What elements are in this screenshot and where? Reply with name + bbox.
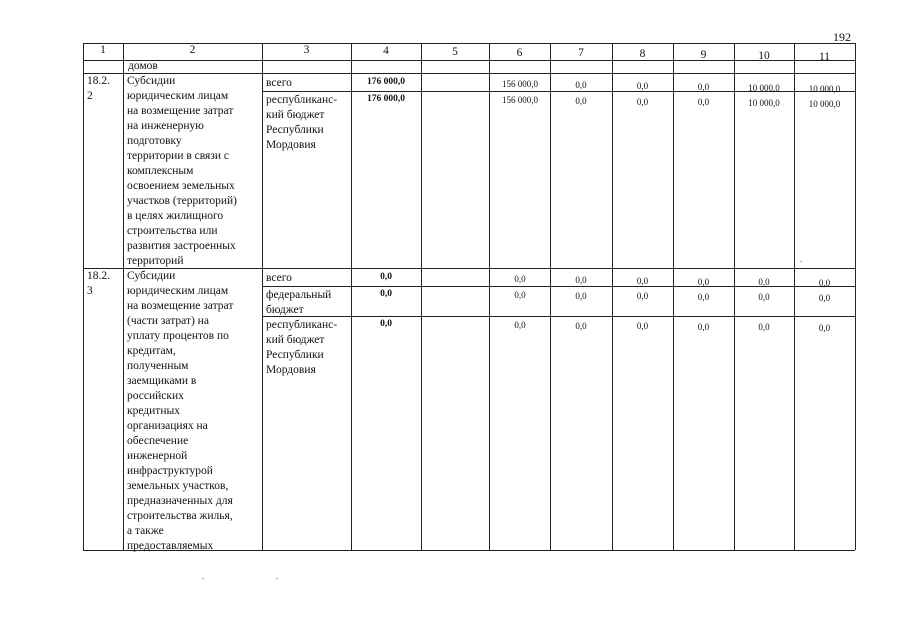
table-col-line [83, 43, 84, 550]
table-col-line [734, 43, 735, 550]
cell-value: 0,0 [818, 293, 831, 303]
cell-value: 10 000,0 [748, 83, 780, 93]
column-number: 3 [303, 44, 310, 56]
cell-value: 0,0 [697, 97, 710, 107]
column-number: 4 [383, 45, 389, 57]
column-number: 5 [452, 46, 458, 58]
cell-value: 10 000,0 [748, 98, 780, 108]
row-code: 18.2. 2 [87, 75, 110, 102]
scan-speck [202, 578, 204, 579]
scan-speck [800, 261, 802, 262]
column-number: 10 [758, 50, 770, 62]
cell-value: 10 000,0 [808, 84, 841, 94]
cell-value: 0,0 [380, 319, 392, 329]
cell-value: 0,0 [514, 320, 526, 330]
table-col-line [612, 43, 613, 550]
cell-value: 0,0 [758, 277, 770, 287]
column-number: 9 [700, 49, 707, 61]
funding-source: всего [266, 272, 292, 284]
cell-value: 0,0 [575, 275, 587, 285]
cell-value: 0,0 [697, 292, 710, 302]
column-number: 11 [818, 51, 831, 63]
cell-value: 0,0 [697, 277, 710, 287]
page-number: 192 [833, 30, 851, 44]
cell-value: 0,0 [380, 289, 392, 299]
continuation-text: домов [128, 60, 158, 72]
column-number: 1 [100, 44, 106, 56]
column-number: 8 [639, 48, 646, 60]
cell-value: 0,0 [636, 81, 649, 91]
column-number: 7 [578, 47, 584, 59]
table-col-line [489, 43, 490, 550]
cell-value: 176 000,0 [367, 94, 405, 104]
column-number: 6 [516, 47, 523, 59]
column-number: 2 [189, 44, 196, 56]
cell-value: 0,0 [758, 292, 770, 302]
table-rule-top [83, 43, 855, 44]
cell-value: 0,0 [575, 80, 587, 90]
cell-value: 0,0 [818, 278, 831, 288]
table-col-line [673, 43, 674, 550]
table-col-line [351, 43, 352, 550]
table-col-line [794, 43, 795, 550]
table-col-line [262, 43, 263, 550]
row-description: Субсидии юридическим лицам на возмещение затрат (части затрат) на уплату процентов по кредитам, полученным заемщиками в российских кредитных организациях на обеспечение инженерной инфраструктурой земельных участков, предназначенных для строительства жилья, а также предоставляемых [127, 270, 234, 552]
cell-value: 0,0 [575, 321, 587, 331]
funding-source: федеральный бюджет [266, 289, 332, 316]
cell-value: 156 000,0 [502, 95, 538, 105]
cell-value: 176 000,0 [367, 77, 405, 87]
row-description: Субсидии юридическим лицам на возмещение затрат на инженерную подготовку территории в связи с комплексным освоением земельных участков (территорий) в целях жилищного строительства или развития застроенных территорий [127, 75, 237, 267]
cell-value: 0,0 [636, 291, 649, 301]
funding-source: республиканс- кий бюджет Республики Мордовия [266, 319, 338, 376]
table-col-line [550, 43, 551, 550]
table-col-line [123, 43, 124, 550]
cell-value: 0,0 [636, 97, 649, 107]
cell-value: 0,0 [697, 322, 710, 332]
table-col-line [855, 43, 856, 550]
cell-value: 0,0 [514, 274, 526, 284]
table-col-line [421, 43, 422, 550]
cell-value: 0,0 [818, 323, 831, 333]
funding-source: республиканс- кий бюджет Республики Мордовия [266, 94, 338, 151]
cell-value: 0,0 [758, 322, 770, 332]
row-code: 18.2. 3 [87, 270, 110, 297]
cell-value: 0,0 [636, 321, 649, 331]
cell-value: 0,0 [514, 290, 526, 300]
cell-value: 0,0 [636, 276, 649, 286]
cell-value: 0,0 [575, 96, 587, 106]
cell-value: 156 000,0 [502, 79, 538, 89]
cell-value: 0,0 [575, 291, 587, 301]
scan-speck [276, 578, 278, 579]
cell-value: 0,0 [697, 82, 710, 92]
cell-value: 0,0 [380, 272, 392, 282]
funding-source: всего [266, 77, 292, 89]
cell-value: 10 000,0 [808, 99, 841, 109]
